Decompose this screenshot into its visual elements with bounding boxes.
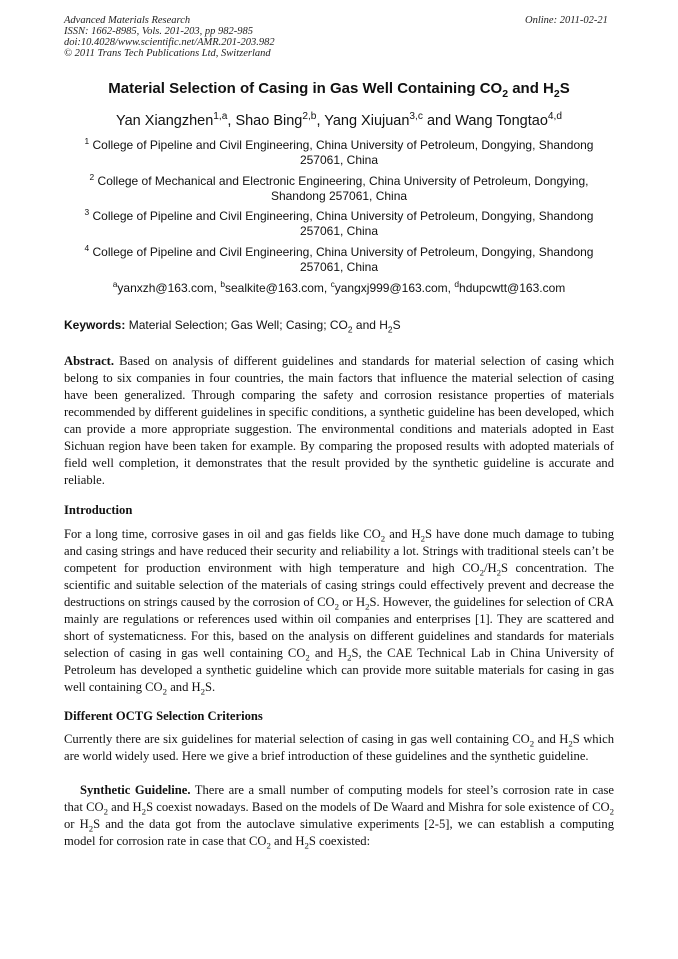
journal-header xyxy=(64,15,275,59)
synthetic-guideline-paragraph: Synthetic Guideline. There are a small number of computing models for steel’s corrosion rate in case that $CO_2$ and $H_2S$ coexist nowadays. Based on the models of De Waard and Mishra for sole existence of $CO_2$ or $H_2S$ and the data got from the autoclave simulative experiments [2-5], we can establish a computing model for corrosion rate in case that $CO_2$ and $H_2S$ coexisted: xyxy=(64,783,615,851)
affiliation: $^1$ College of Pipeline and Civil Engineering, China University of Petroleum, Dongying, Shandong 257061, China xyxy=(84,136,594,167)
introduction-paragraph: For a long time, corrosive gases in oil and gas fields like $CO_2$ and $H_2S$ have done much damage to tubing and casing strings and have reduced their security and reliability a lot. Strings with traditional steels can’t be competent for production environment with high temperature and high $CO_2/H_2S$ concentration. The scientific and suitable selection of the materials of casing strings could effectively prevent and decrease the destructions on strings caused by the corrosion of $CO_2$ or $H_2S$. However, the guidelines for selection of CRA mainly are regulations or references used within oil companies and enterprises [1]. They are scattered and short of systematicness. For this, based on the analysis on different guidelines and standards for materials selection of casing in gas well containing $CO_2$ and $H_2S$, the CAE Technical Lab in China University of Petroleum has developed a synthetic guideline which can provide more suitable materials for casing in gas well containing $CO_2$ and $H_2S$. xyxy=(64,527,615,697)
author-name: Yang Xiujuan xyxy=(324,113,410,129)
author-name: Yan Xiangzhen xyxy=(116,113,214,129)
email-list: $^a$yanxzh@163.com, $^b$sealkite@163.com, $^c$yangxj999@163.com, $^d$hdupcwtt@163.com xyxy=(112,279,566,295)
affiliation: $^3$ College of Pipeline and Civil Engineering, China University of Petroleum, Dongying, Shandong 257061, China xyxy=(84,207,594,238)
email-link[interactable]: sealkite@163.com xyxy=(224,281,324,295)
paper-title: Material Selection of Casing in Gas Well Containing $CO_2$ and $H_2S$ xyxy=(108,80,570,100)
email-link[interactable]: yanxzh@163.com xyxy=(117,281,214,295)
affiliation: $^2$ College of Mechanical and Electronic Engineering, China University of Petroleum, Dongying, Shandong 257061, China xyxy=(89,172,589,203)
online-date: Online: 2011-02-21 xyxy=(525,15,608,26)
email-link[interactable]: yangxj999@163.com xyxy=(334,281,448,295)
author-name: Wang Tongtao xyxy=(455,113,548,129)
keywords: Keywords: Material Selection; Gas Well; Casing; $CO_2$ and $H_2S$ xyxy=(64,318,401,335)
author-name: Shao Bing xyxy=(235,113,303,129)
email-link[interactable]: hdupcwtt@163.com xyxy=(459,281,566,295)
section-heading-introduction: Introduction xyxy=(64,503,133,517)
copyright-line: © 2011 Trans Tech Publications Ltd, Switzerland xyxy=(64,48,271,59)
journal-name: Advanced Materials Research xyxy=(64,15,191,26)
doi-line: doi:10.4028/www.scientific.net/AMR.201-203.982 xyxy=(64,37,275,48)
issn-line: ISSN: 1662-8985, Vols. 201-203, pp 982-985 xyxy=(64,26,253,37)
octg-paragraph: Currently there are six guidelines for material selection of casing in gas well containing $CO_2$ and $H_2S$ which are world widely used. Here we give a brief introduction of these guidelines and the synthetic guideline. xyxy=(64,732,614,763)
abstract: Abstract. Based on analysis of different guidelines and standards for material selection of casing which belong to six companies in four countries, the main factors that influence the material selection of casing have been generalized. Through comparing the safety and corrosion resistance properties of materials recommended by different guidelines in specific conditions, a synthetic guideline has been developed, which can provide a more appropriate suggestion. The environmental conditions and materials adopted in East Sichuan region have been taken for example. By comparing the proposed results with adopted materials of field well completion, it demonstrates that the result provided by the synthetic guideline is accurate and reliable. xyxy=(64,354,614,487)
affiliation: $^4$ College of Pipeline and Civil Engineering, China University of Petroleum, Dongying, Shandong 257061, China xyxy=(84,243,594,274)
author-list: Yan Xiangzhen$^{1,a}$, Shao Bing$^{2,b}$, Yang Xiujuan$^{3,c}$ and Wang Tongtao$^{4,d}$ xyxy=(116,111,562,129)
section-heading-octg: Different OCTG Selection Criterions xyxy=(64,709,263,723)
